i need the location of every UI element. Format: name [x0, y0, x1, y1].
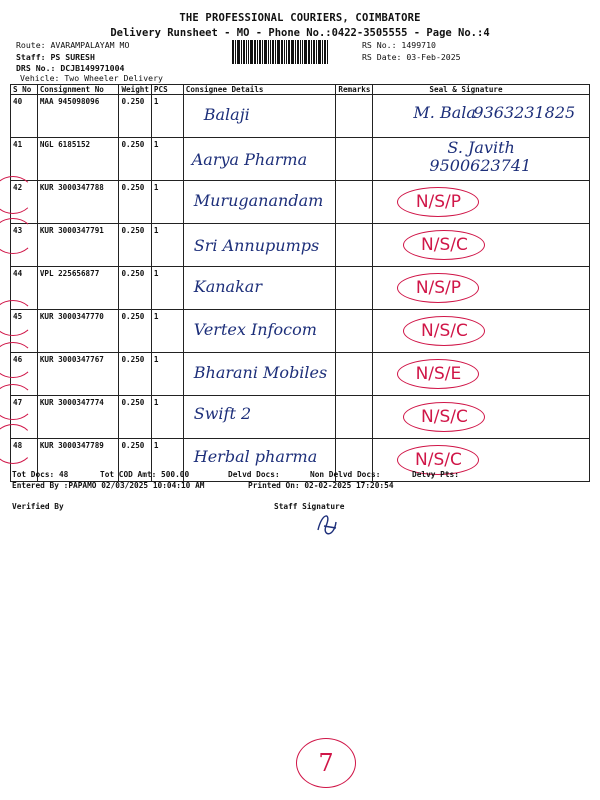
row-weight: 0.250 [119, 224, 151, 267]
row-weight: 0.250 [119, 138, 151, 181]
row-consignment-no: MAA 945098096 [37, 95, 119, 138]
total-docs: Tot Docs: 48 [12, 470, 69, 479]
row-seal-cell [373, 224, 590, 267]
col-header-consignment: Consignment No [37, 85, 119, 95]
drs-label: DRS No.: DCJB149971004 [16, 63, 125, 73]
row-pcs: 1 [151, 224, 183, 267]
row-consignment-no: VPL 225656877 [37, 267, 119, 310]
route-label: Route: AVARAMPALAYAM MO [16, 40, 130, 50]
entered-by: Entered By :PAPAMO 02/03/2025 10:04:10 AM [12, 481, 205, 490]
receiver-phone: 9500623741 [429, 156, 532, 175]
row-sno: 48 [11, 439, 38, 482]
row-sno: 40 [11, 95, 38, 138]
table-row [11, 267, 590, 310]
row-remarks [336, 181, 373, 224]
col-header-weight: Weight [119, 85, 151, 95]
not-delivered-stamp: N/S/C [397, 445, 479, 475]
staff-signature-scribble [312, 508, 342, 540]
row-pcs: 1 [151, 353, 183, 396]
row-pcs: 1 [151, 95, 183, 138]
row-remarks [336, 353, 373, 396]
row-seal-cell [373, 439, 590, 482]
rs-date: RS Date: 03-Feb-2025 [362, 52, 461, 62]
consignee-handwriting: Balaji [203, 105, 250, 124]
row-consignment-no: KUR 3000347791 [37, 224, 119, 267]
row-seal-cell [373, 138, 590, 181]
row-weight: 0.250 [119, 310, 151, 353]
row-remarks [336, 310, 373, 353]
consignee-handwriting: Swift 2 [193, 404, 252, 423]
table-row [11, 353, 590, 396]
table-row [11, 138, 590, 181]
row-seal-cell [373, 181, 590, 224]
staff-signature-label: Staff Signature [274, 502, 345, 511]
row-sno: 44 [11, 267, 38, 310]
barcode-image [232, 40, 354, 64]
non-delivered-docs: Non Delvd Docs: [310, 470, 381, 479]
table-row [11, 224, 590, 267]
row-consignee-cell [183, 138, 336, 181]
row-pcs: 1 [151, 181, 183, 224]
row-remarks [336, 267, 373, 310]
row-seal-cell [373, 310, 590, 353]
row-sno: 46 [11, 353, 38, 396]
row-seal-cell [373, 95, 590, 138]
not-delivered-stamp: N/S/P [397, 187, 479, 217]
consignee-handwriting: Aarya Pharma [191, 150, 308, 169]
not-delivered-stamp: N/S/P [397, 273, 479, 303]
printed-on: Printed On: 02-02-2025 17:20:54 [248, 481, 394, 490]
not-delivered-stamp: N/S/C [403, 316, 485, 346]
row-weight: 0.250 [119, 95, 151, 138]
consignee-handwriting: Vertex Infocom [193, 320, 317, 339]
row-weight: 0.250 [119, 396, 151, 439]
runsheet-table [10, 84, 590, 482]
row-consignee-cell [183, 95, 336, 138]
delivered-docs: Delvd Docs: [228, 470, 280, 479]
table-row [11, 181, 590, 224]
not-delivered-stamp: N/S/E [397, 359, 479, 389]
staff-label: Staff: PS SURESH [16, 52, 95, 62]
verified-by: Verified By [12, 502, 64, 511]
row-sno: 43 [11, 224, 38, 267]
col-header-seal: Seal & Signature [373, 85, 590, 95]
row-remarks [336, 396, 373, 439]
row-weight: 0.250 [119, 181, 151, 224]
row-consignee-cell [183, 310, 336, 353]
row-pcs: 1 [151, 267, 183, 310]
runsheet-subtitle: Delivery Runsheet - MO - Phone No.:0422-3505555 - Page No.:4 [110, 27, 490, 39]
col-header-sno: S No [11, 85, 38, 95]
delivery-points: Delvy Pts: [412, 470, 459, 479]
row-consignment-no: KUR 3000347774 [37, 396, 119, 439]
col-header-consignee: Consignee Details [183, 85, 336, 95]
receiver-phone: 9363231825 [473, 103, 576, 122]
row-weight: 0.250 [119, 267, 151, 310]
row-consignment-no: NGL 6185152 [37, 138, 119, 181]
row-consignment-no: KUR 3000347788 [37, 181, 119, 224]
row-consignment-no: KUR 3000347767 [37, 353, 119, 396]
not-delivered-stamp: N/S/C [403, 230, 485, 260]
rs-number: RS No.: 1499710 [362, 40, 436, 50]
col-header-remarks: Remarks [336, 85, 373, 95]
consignee-handwriting: Bharani Mobiles [193, 363, 328, 382]
table-row [11, 310, 590, 353]
receiver-signature: S. Javith [447, 138, 515, 157]
row-consignee-cell [183, 353, 336, 396]
row-pcs: 1 [151, 439, 183, 482]
row-consignment-no: KUR 3000347770 [37, 310, 119, 353]
table-row [11, 439, 590, 482]
row-sno: 47 [11, 396, 38, 439]
row-remarks [336, 138, 373, 181]
total-cod: Tot COD Amt: 500.00 [100, 470, 190, 479]
row-consignee-cell [183, 181, 336, 224]
table-row [11, 396, 590, 439]
row-pcs: 1 [151, 310, 183, 353]
row-consignee-cell [183, 267, 336, 310]
row-sno: 45 [11, 310, 38, 353]
row-pcs: 1 [151, 396, 183, 439]
row-remarks [336, 224, 373, 267]
receiver-signature: M. Bala [413, 103, 476, 122]
row-seal-cell [373, 396, 590, 439]
row-sno: 41 [11, 138, 38, 181]
table-header-row [11, 85, 590, 95]
row-pcs: 1 [151, 138, 183, 181]
not-delivered-stamp: N/S/C [403, 402, 485, 432]
row-seal-cell [373, 353, 590, 396]
row-consignee-cell [183, 224, 336, 267]
consignee-handwriting: Kanakar [193, 277, 262, 296]
row-consignee-cell [183, 396, 336, 439]
company-title: THE PROFESSIONAL COURIERS, COIMBATORE [179, 12, 421, 24]
row-weight: 0.250 [119, 353, 151, 396]
row-seal-cell [373, 267, 590, 310]
vehicle-label: Vehicle: Two Wheeler Delivery [20, 73, 163, 83]
row-weight: 0.250 [119, 439, 151, 482]
row-remarks [336, 95, 373, 138]
consignee-handwriting: Muruganandam [193, 191, 324, 210]
consignee-handwriting: Sri Annupumps [193, 236, 320, 255]
col-header-pcs: PCS [151, 85, 183, 95]
row-consignment-no: KUR 3000347789 [37, 439, 119, 482]
consignee-handwriting: Herbal pharma [193, 447, 318, 466]
row-sno: 42 [11, 181, 38, 224]
table-row [11, 95, 590, 138]
page-number-mark: 7 [296, 738, 356, 788]
